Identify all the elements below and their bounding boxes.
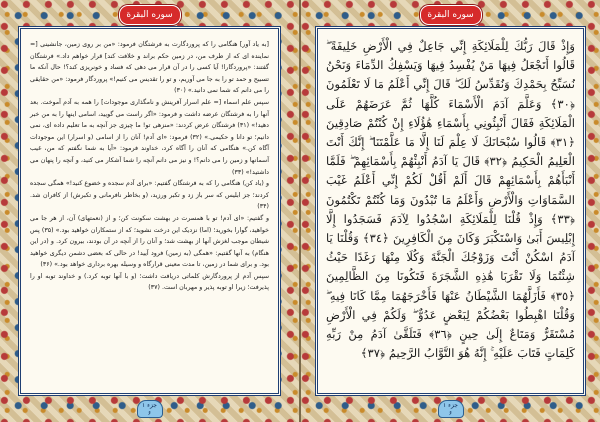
translation-paragraph: و (یاد کن) هنگامی را که به فرشتگان گفتیم: «برای آدم سجده و خضوع کنید!» همگی سجده کردند؛ جز ابلیس که سر باز زد و تکبر ورزید، (و بخاطر نافرمانی و تکبرش) از کافران شد. (۳۴) xyxy=(30,180,269,211)
juz-label: جزء ۱ xyxy=(142,402,157,409)
translation-paragraph: سپس آدم از پروردگارش کلماتی دریافت داشت؛ (و با آنها توبه کرد.) و خداوند توبه او را پذیرفت؛ زیرا او توبه پذیر و مهربان است. (۳۷) xyxy=(30,272,269,292)
translation-page xyxy=(0,0,299,422)
arabic-page xyxy=(301,0,600,422)
arabic-frame xyxy=(315,26,586,396)
arabic-text: وَإِذْ قَالَ رَبُّكَ لِلْمَلَائِكَةِ إِنِّي جَاعِلٌ فِي الْأَرْضِ خَلِيفَةً ۖ قَالُوا أَتَجْعَلُ فِيهَا مَنْ يُفْسِدُ فِيهَا وَيَسْفِكُ الدِّمَاءَ وَنَحْنُ نُسَبِّحُ بِحَمْدِكَ وَنُقَدِّسُ لَكَ ۖ قَالَ إِنِّي أَعْلَمُ مَا لَا تَعْلَمُونَ ﴿٣٠﴾ وَعَلَّمَ آدَمَ الْأَسْمَاءَ كُلَّهَا ثُمَّ عَرَضَهُمْ عَلَى الْمَلَائِكَةِ فَقَالَ أَنْبِئُونِي بِأَسْمَاءِ هَٰؤُلَاءِ إِنْ كُنْتُمْ صَادِقِينَ ﴿٣١﴾ قَالُوا سُبْحَانَكَ لَا عِلْمَ لَنَا إِلَّا مَا عَلَّمْتَنَا ۖ إِنَّكَ أَنْتَ الْعَلِيمُ الْحَكِيمُ ﴿٣٢﴾ قَالَ يَا آدَمُ أَنْبِئْهُمْ بِأَسْمَائِهِمْ ۖ فَلَمَّا أَنْبَأَهُمْ بِأَسْمَائِهِمْ قَالَ أَلَمْ أَقُلْ لَكُمْ إِنِّي أَعْلَمُ غَيْبَ السَّمَاوَاتِ وَالْأَرْضِ وَأَعْلَمُ مَا تُبْدُونَ وَمَا كُنْتُمْ تَكْتُمُونَ ﴿٣٣﴾ وَإِذْ قُلْنَا لِلْمَلَائِكَةِ اسْجُدُوا لِآدَمَ فَسَجَدُوا إِلَّا إِبْلِيسَ أَبَىٰ وَاسْتَكْبَرَ وَكَانَ مِنَ الْكَافِرِينَ ﴿٣٤﴾ وَقُلْنَا يَا آدَمُ اسْكُنْ أَنْتَ وَزَوْجُكَ الْجَنَّةَ وَكُلَا مِنْهَا رَغَدًا حَيْثُ شِئْتُمَا وَلَا تَقْرَبَا هَٰذِهِ الشَّجَرَةَ فَتَكُونَا مِنَ الظَّالِمِينَ ﴿٣٥﴾ فَأَزَلَّهُمَا الشَّيْطَانُ عَنْهَا فَأَخْرَجَهُمَا مِمَّا كَانَا فِيهِ ۖ وَقُلْنَا اهْبِطُوا بَعْضُكُمْ لِبَعْضٍ عَدُوٌّ ۖ وَلَكُمْ فِي الْأَرْضِ مُسْتَقَرٌّ وَمَتَاعٌ إِلَىٰ حِينٍ ﴿٣٦﴾ فَتَلَقَّىٰ آدَمُ مِنْ رَبِّهِ كَلِمَاتٍ فَتَابَ عَلَيْهِ ۚ إِنَّهُ هُوَ التَّوَّابُ الرَّحِيمُ ﴿٣٧﴾ xyxy=(326,39,576,361)
translation-paragraph: [به یاد آور] هنگامی را که پروردگارت به فرشتگان فرمود: «من بر روی زمین، جانشینی [= نماینده ای که از طرف من، در زمین حکم براند و خلافت کند] قرار خواهم داد.» فرشتگان گفتند: «پروردگارا! آیا کسی را در آن قرار می دهی که فساد و خونریزی کند؟! حال آنکه ما تسبیح و حمد تو را به جا می آوریم، و تو را تقدیس می کنیم!» پروردگار فرمود: «من حقایقی را می دانم که شما نمی دانید.» (۳۰) xyxy=(30,41,269,95)
page-number: ۶ xyxy=(448,410,453,417)
translation-text xyxy=(21,29,278,300)
translation-frame xyxy=(18,26,281,396)
page-number: ۶ xyxy=(147,410,152,417)
juz-label: جزء ۱ xyxy=(443,402,458,409)
translation-paragraph: سپس علم اسماء [= علم اسرار آفرینش و نامگذاری موجودات] را همه به آدم آموخت. بعد آنها را به فرشتگان عرضه داشت و فرمود: «اگر راست می گویید، اسامی اینها را به من خبر دهید!» (۳۱) فرشتگان عرض کردند: «منزهی تو! ما چیزی جز آنچه به ما تعلیم داده ای، نمی دانیم؛ تو دانا و حکیمی.» (۳۲) فرمود: «ای آدم! آنان را از اسامی (و اسرار) این موجودات آگاه کن.» هنگامی که آنان را آگاه کرد، خداوند فرمود: «آیا به شما نگفتم که من، غیب آسمانها و زمین را می دانم؟! و نیز می دانم آنچه را شما آشکار می کنید، و آنچه را پنهان می داشتید!» (۳۳) xyxy=(30,98,269,176)
surah-name-badge: سوره البقرة xyxy=(420,5,482,25)
page-number-badge xyxy=(438,400,464,418)
page-number-badge xyxy=(137,400,163,418)
translation-paragraph: و گفتیم: «ای آدم! تو با همسرت در بهشت سکونت کن؛ و از (نعمتهای) آن، از هر جا می خواهید، گوارا بخورید؛ (اما) نزدیک این درخت نشوید؛ که از ستمکاران خواهید بود.» (۳۵) پس شیطان موجب لغزش آنها از بهشت شد؛ و آنان را از آنچه در آن بودند، بیرون کرد. و (در این هنگام) به آنها گفتیم: «همگی (به زمین) فرود آیید! در حالی که بعضی دشمن دیگری خواهید بود. و برای شما در زمین، تا مدت معینی قرارگاه و وسیله بهره برداری خواهد بود.» (۳۶) xyxy=(30,214,269,269)
surah-name-badge: سوره البقرة xyxy=(119,5,181,25)
